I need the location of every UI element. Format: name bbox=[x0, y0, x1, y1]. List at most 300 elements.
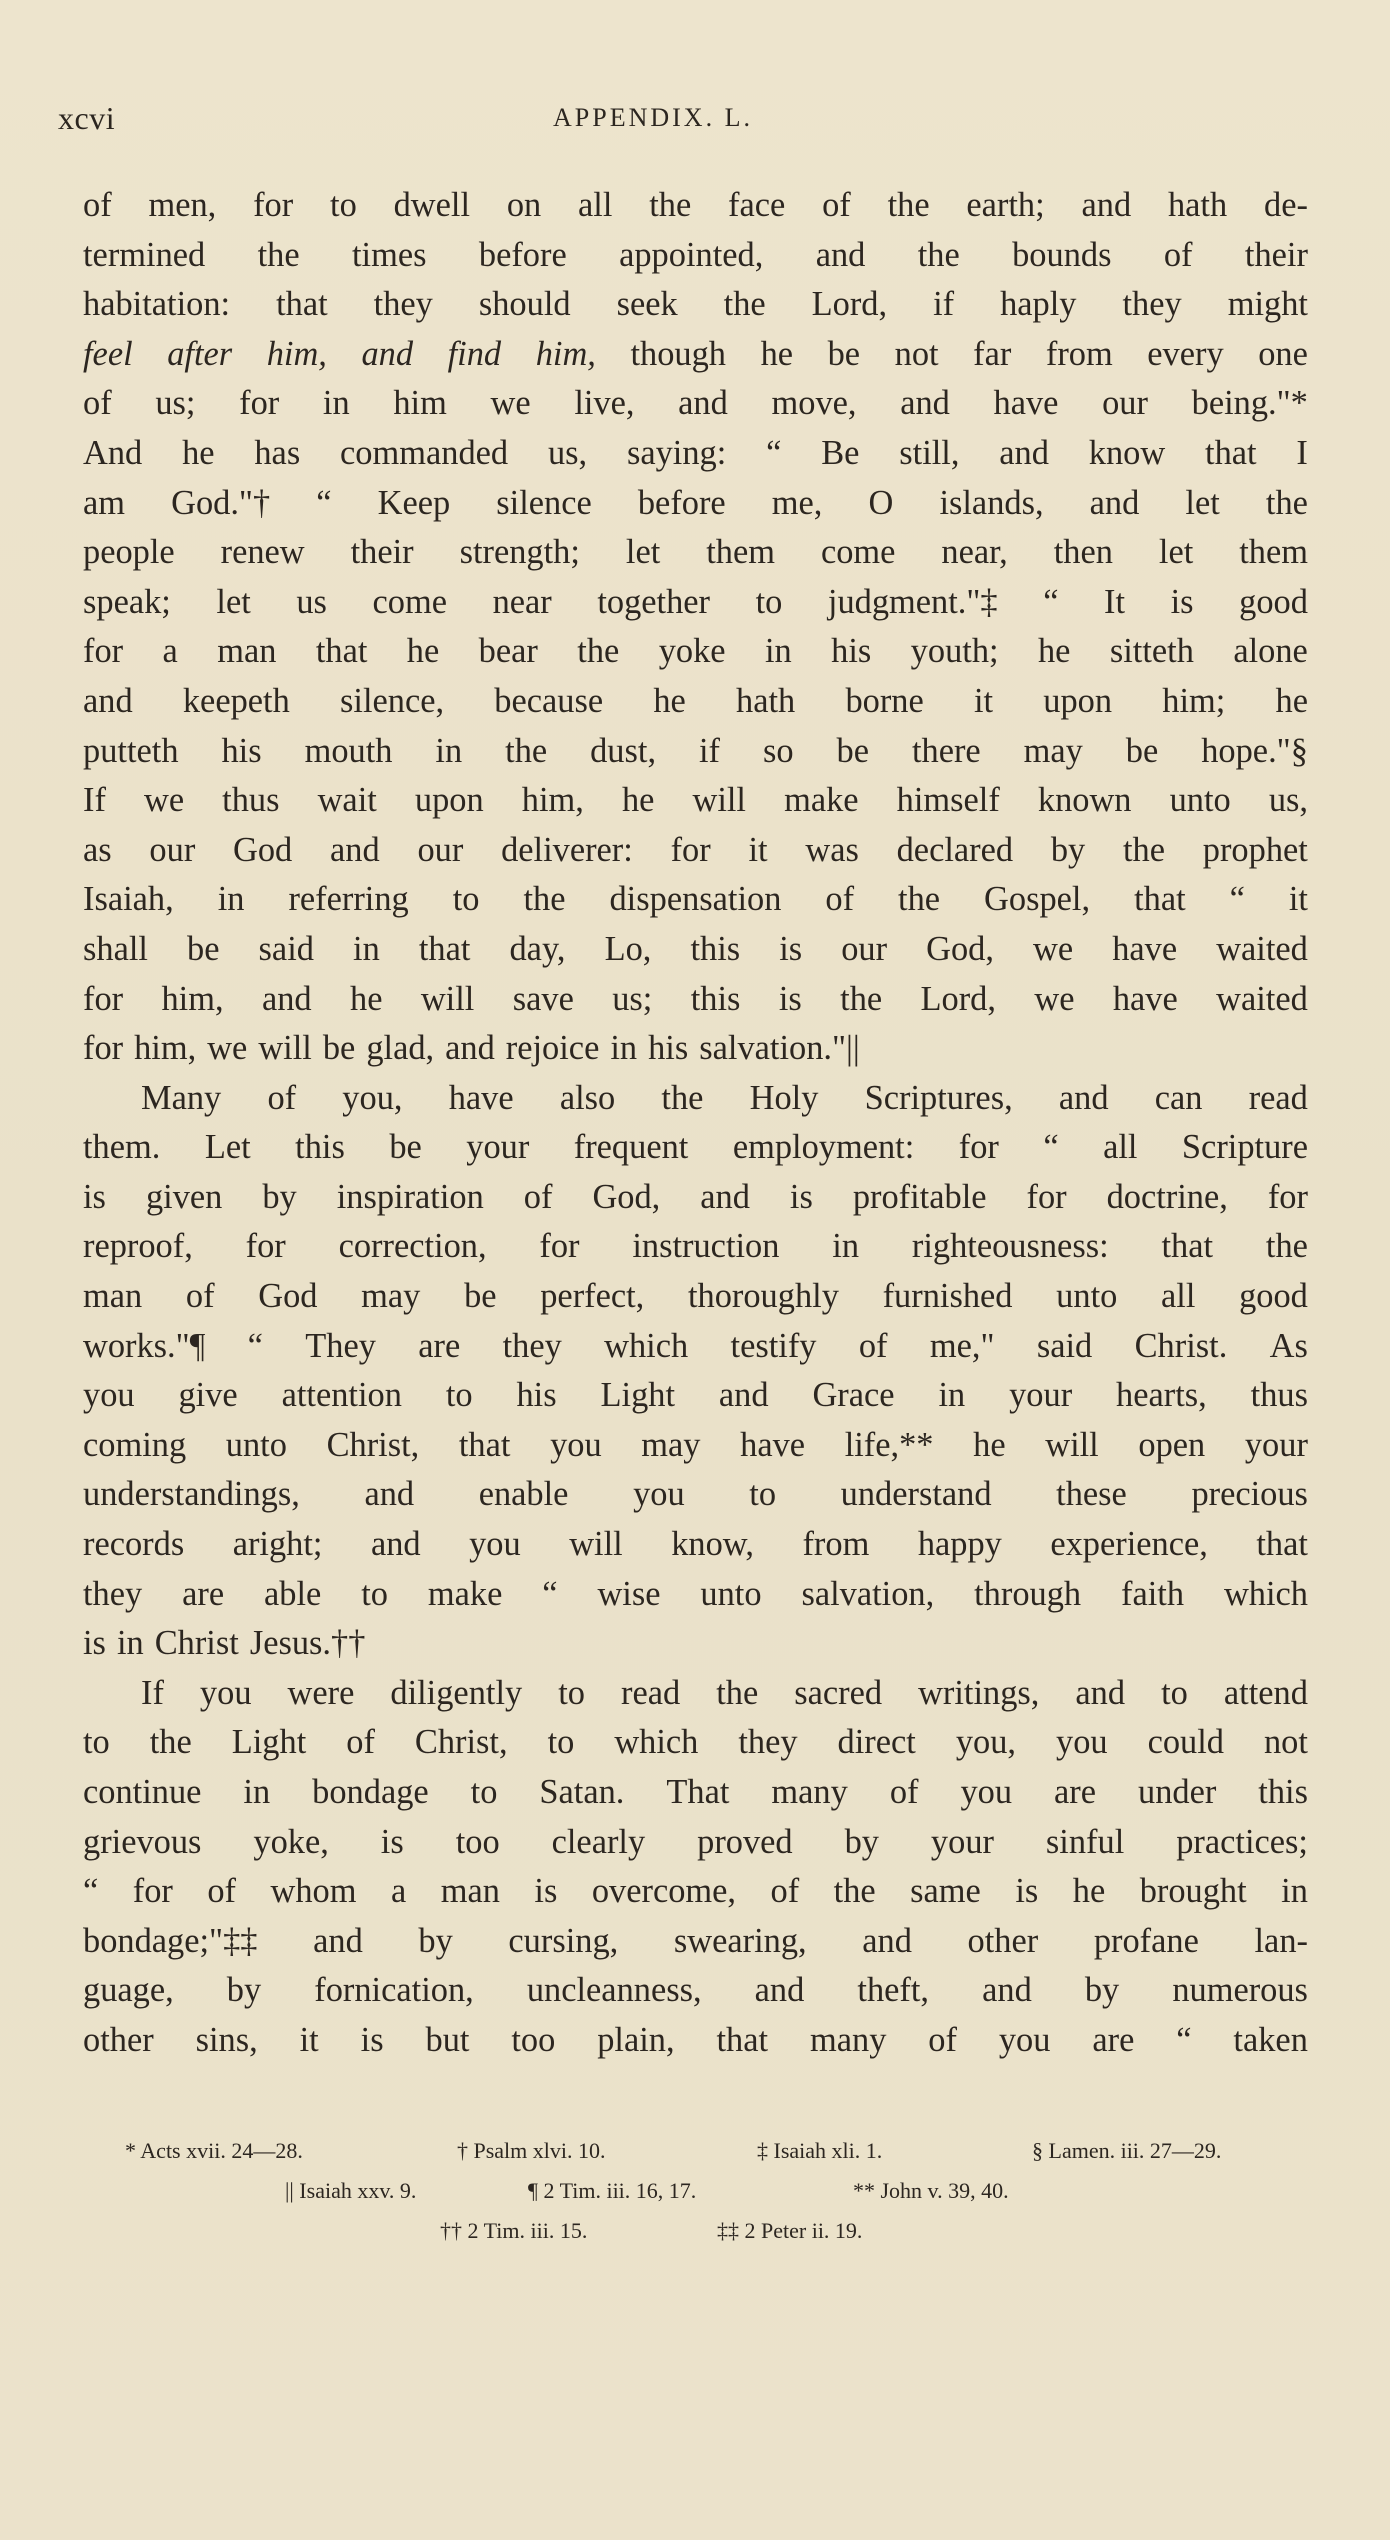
footnote-john: ** John v. 39, 40. bbox=[853, 2178, 1009, 2203]
word: As bbox=[1269, 1326, 1308, 1365]
footnote-row bbox=[0, 2138, 1390, 2178]
word: Christ bbox=[154, 1624, 239, 1663]
word: and bbox=[83, 681, 133, 720]
word: the bbox=[523, 880, 566, 919]
word: this bbox=[295, 1128, 345, 1167]
body-text bbox=[83, 181, 1308, 2066]
word: a bbox=[390, 1872, 407, 1911]
word: is bbox=[789, 1177, 813, 1216]
word: lan- bbox=[1254, 1921, 1308, 1960]
word: and bbox=[999, 433, 1049, 472]
footnote-psalm: † Psalm xlvi. 10. bbox=[457, 2138, 606, 2163]
word: If bbox=[83, 781, 106, 820]
footnote-isaiah-xli: ‡ Isaiah xli. 1. bbox=[757, 2138, 883, 2163]
word: many bbox=[771, 1773, 848, 1811]
text-line bbox=[83, 1917, 1308, 1967]
word: and bbox=[1058, 1078, 1109, 1117]
word: that bbox=[458, 1425, 511, 1464]
text-line bbox=[83, 231, 1308, 281]
word: of bbox=[825, 880, 855, 919]
word: clearly bbox=[551, 1822, 646, 1861]
word: waited bbox=[1216, 979, 1308, 1018]
word: by bbox=[226, 1971, 262, 2010]
word: declared bbox=[896, 830, 1014, 869]
word: have bbox=[1112, 979, 1178, 1018]
word: it bbox=[973, 681, 994, 720]
footnote-2-tim-iii-15: †† 2 Tim. iii. 15. bbox=[440, 2218, 588, 2243]
word: not bbox=[894, 334, 939, 373]
word: you bbox=[83, 1376, 135, 1415]
word: in bbox=[435, 731, 463, 770]
word: salvation, bbox=[801, 1574, 935, 1613]
word: understand bbox=[840, 1475, 992, 1514]
word: happy bbox=[917, 1525, 1002, 1564]
word: seek bbox=[616, 285, 678, 324]
word: for bbox=[670, 830, 711, 869]
word: read bbox=[1248, 1078, 1308, 1117]
word: make bbox=[784, 781, 859, 820]
word: employment: bbox=[732, 1128, 915, 1167]
word: and bbox=[754, 1971, 805, 2010]
word: be bbox=[827, 334, 861, 373]
word: That bbox=[666, 1773, 730, 1811]
word: to bbox=[558, 1673, 585, 1712]
word: youth; bbox=[910, 632, 999, 671]
word: is bbox=[778, 979, 802, 1018]
text-line bbox=[83, 1669, 1308, 1719]
word: taken bbox=[1233, 2020, 1308, 2059]
word: him, bbox=[521, 781, 584, 820]
word: deliverer: bbox=[501, 830, 633, 869]
word: and bbox=[700, 1177, 750, 1216]
word: us, bbox=[1268, 781, 1308, 820]
word: in bbox=[116, 1624, 144, 1663]
word: so bbox=[762, 731, 794, 770]
word: this bbox=[690, 929, 741, 968]
word: too bbox=[511, 2020, 556, 2059]
word: continue bbox=[83, 1773, 202, 1811]
word: yoke bbox=[658, 632, 726, 671]
word: habitation: bbox=[83, 285, 231, 324]
word: us bbox=[296, 582, 327, 621]
word: they bbox=[502, 1326, 562, 1365]
word: our bbox=[417, 830, 464, 869]
word: sins, bbox=[195, 2020, 258, 2059]
word: and bbox=[678, 384, 728, 423]
word: Light bbox=[600, 1376, 676, 1415]
text-line bbox=[83, 1371, 1308, 1421]
word: able bbox=[264, 1574, 322, 1613]
word: face bbox=[728, 186, 786, 224]
word: unto bbox=[1056, 1277, 1118, 1316]
word: the bbox=[1265, 1227, 1308, 1266]
word: of bbox=[83, 384, 112, 423]
word: there bbox=[911, 731, 981, 770]
word: mouth bbox=[304, 731, 393, 770]
word: “ bbox=[542, 1574, 558, 1613]
word: we bbox=[490, 384, 531, 423]
word: him bbox=[393, 384, 447, 423]
word: your bbox=[466, 1128, 530, 1167]
word: their bbox=[1244, 235, 1308, 274]
word: have bbox=[448, 1078, 514, 1117]
word: the bbox=[833, 1872, 876, 1911]
word: being."* bbox=[1191, 384, 1308, 423]
word: and bbox=[718, 1376, 769, 1415]
word: many bbox=[809, 2020, 887, 2059]
word: bondage;"‡‡ bbox=[83, 1921, 258, 1960]
word: God, bbox=[926, 929, 994, 968]
word: bondage bbox=[312, 1773, 429, 1811]
word: every bbox=[1147, 334, 1224, 373]
word: read bbox=[621, 1673, 681, 1712]
footnote-2-tim-iii-16: ¶ 2 Tim. iii. 16, 17. bbox=[528, 2178, 697, 2203]
word: the bbox=[723, 285, 766, 324]
word: open bbox=[1138, 1425, 1206, 1464]
text-line bbox=[83, 1818, 1308, 1868]
word: for bbox=[239, 384, 280, 423]
word: may bbox=[1023, 731, 1083, 770]
text-line bbox=[83, 1222, 1308, 1272]
word: by bbox=[1084, 1971, 1120, 2010]
word: the bbox=[1123, 830, 1166, 869]
word: make bbox=[427, 1574, 503, 1613]
text-line bbox=[83, 1520, 1308, 1570]
word: is bbox=[779, 929, 803, 968]
text-line bbox=[83, 1272, 1308, 1322]
word: to bbox=[445, 1376, 473, 1415]
word: earth; bbox=[966, 186, 1045, 224]
word: that bbox=[716, 2020, 769, 2059]
word: for bbox=[83, 632, 124, 671]
word: people bbox=[83, 533, 175, 572]
word: in bbox=[322, 384, 350, 423]
italic-word: and bbox=[361, 334, 414, 373]
word: for bbox=[83, 979, 124, 1018]
word: on bbox=[506, 186, 542, 224]
word: same bbox=[910, 1872, 981, 1911]
word: and bbox=[330, 830, 380, 869]
text-line bbox=[83, 1867, 1308, 1917]
word: by bbox=[844, 1822, 879, 1861]
word: will bbox=[569, 1525, 623, 1564]
word: has bbox=[254, 433, 301, 472]
word: known bbox=[1037, 781, 1132, 820]
word: upon bbox=[1043, 681, 1113, 720]
word: your bbox=[930, 1822, 994, 1861]
word: precious bbox=[1191, 1475, 1308, 1514]
word: if bbox=[699, 731, 721, 770]
word: may bbox=[641, 1425, 701, 1464]
word: and bbox=[1075, 1673, 1126, 1712]
word: the bbox=[840, 979, 883, 1018]
word: dispensation bbox=[609, 880, 782, 919]
word: is bbox=[534, 1872, 558, 1911]
word: our bbox=[149, 830, 196, 869]
word: men, bbox=[148, 186, 217, 224]
word: Christ, bbox=[414, 1723, 508, 1762]
text-line bbox=[83, 1768, 1308, 1818]
word: our bbox=[841, 929, 888, 968]
word: one bbox=[1258, 334, 1308, 373]
text-line bbox=[83, 330, 1308, 380]
word: them. bbox=[83, 1128, 161, 1167]
word: putteth bbox=[83, 731, 179, 770]
word: is bbox=[360, 2020, 384, 2059]
word: of bbox=[346, 1723, 375, 1762]
word: other bbox=[967, 1921, 1039, 1960]
word: O bbox=[868, 483, 894, 522]
word: alone bbox=[1233, 632, 1308, 671]
word: should bbox=[478, 285, 571, 324]
italic-word: after bbox=[167, 334, 233, 373]
word: in bbox=[1281, 1872, 1308, 1911]
word: that bbox=[418, 929, 471, 968]
word: me, bbox=[771, 483, 823, 522]
word: that bbox=[1134, 880, 1186, 919]
word: they bbox=[83, 1574, 143, 1613]
word: referring bbox=[288, 880, 409, 919]
word: you bbox=[550, 1425, 602, 1464]
word: if bbox=[933, 285, 955, 324]
word: may bbox=[361, 1277, 421, 1316]
word: perfect, bbox=[540, 1277, 645, 1316]
word: from bbox=[802, 1525, 870, 1564]
word: near, bbox=[941, 533, 1008, 572]
word: and bbox=[982, 1971, 1032, 2010]
text-line bbox=[83, 181, 1308, 231]
word: righteousness: bbox=[911, 1227, 1109, 1266]
word: together bbox=[597, 582, 710, 621]
word: us; bbox=[155, 384, 196, 423]
word: he bbox=[621, 781, 655, 820]
word: because bbox=[494, 681, 604, 720]
word: save bbox=[512, 979, 574, 1018]
word: it bbox=[748, 830, 768, 869]
word: the bbox=[649, 186, 692, 224]
word: come bbox=[820, 533, 896, 572]
word: It bbox=[1104, 582, 1126, 621]
word: silence, bbox=[340, 681, 445, 720]
word: have bbox=[1112, 929, 1178, 968]
italic-word: feel bbox=[83, 334, 133, 373]
word: live, bbox=[574, 384, 635, 423]
word: and bbox=[313, 1921, 363, 1960]
word: will bbox=[258, 1029, 312, 1068]
footnotes bbox=[0, 2138, 1390, 2258]
word: the bbox=[917, 235, 960, 274]
word: be bbox=[1125, 731, 1159, 770]
word: he bbox=[760, 334, 794, 373]
text-line bbox=[83, 677, 1308, 727]
word: far bbox=[973, 334, 1012, 373]
word: God bbox=[233, 830, 293, 869]
word: “ bbox=[766, 433, 782, 472]
word: keepeth bbox=[182, 681, 290, 720]
word: “ bbox=[83, 1872, 99, 1911]
word: still, bbox=[899, 433, 960, 472]
word: enable bbox=[478, 1475, 569, 1514]
word: let bbox=[1185, 483, 1220, 522]
word: give bbox=[178, 1376, 238, 1415]
word: Christ. bbox=[1134, 1326, 1228, 1365]
word: and bbox=[1089, 483, 1140, 522]
word: inspiration bbox=[336, 1177, 484, 1216]
word: correction, bbox=[338, 1227, 487, 1266]
word: he bbox=[1275, 681, 1308, 720]
word: his bbox=[221, 731, 262, 770]
text-line bbox=[83, 1173, 1308, 1223]
word: know, bbox=[671, 1525, 754, 1564]
word: Lord, bbox=[811, 285, 888, 324]
word: us, bbox=[547, 433, 588, 472]
word: the bbox=[898, 880, 941, 919]
text-line bbox=[83, 776, 1308, 826]
word: “ bbox=[316, 483, 332, 522]
footnote-row bbox=[0, 2178, 1390, 2218]
word: testify bbox=[730, 1326, 817, 1365]
word: is bbox=[1015, 1872, 1039, 1911]
word: hath bbox=[1167, 186, 1228, 224]
word: be bbox=[389, 1128, 422, 1167]
word: have bbox=[993, 384, 1059, 423]
word: that bbox=[1205, 433, 1257, 472]
word: are bbox=[182, 1574, 225, 1613]
word: rejoice bbox=[505, 1029, 600, 1068]
word: of bbox=[185, 1277, 215, 1316]
word: God."† bbox=[171, 483, 271, 522]
word: haply bbox=[1000, 285, 1077, 324]
word: of bbox=[267, 1078, 297, 1117]
word: are bbox=[1092, 2020, 1135, 2059]
word: of bbox=[889, 1773, 919, 1811]
word: he bbox=[406, 632, 440, 671]
word: the bbox=[887, 186, 930, 224]
word: a bbox=[162, 632, 178, 671]
word: aright; bbox=[232, 1525, 323, 1564]
word: which bbox=[1223, 1574, 1308, 1613]
word: could bbox=[1147, 1723, 1224, 1762]
word: Be bbox=[821, 433, 860, 472]
word: him; bbox=[1162, 681, 1226, 720]
footnote-isaiah-xxv: || Isaiah xxv. 9. bbox=[285, 2178, 417, 2203]
word: too bbox=[455, 1822, 500, 1861]
word: you bbox=[469, 1525, 521, 1564]
word: uncleanness, bbox=[526, 1971, 702, 2010]
word: renew bbox=[220, 533, 305, 572]
word: they bbox=[1122, 285, 1182, 324]
word: glad, bbox=[366, 1029, 435, 1068]
word: them bbox=[1239, 533, 1308, 572]
word: And bbox=[83, 433, 143, 472]
word: to bbox=[361, 1574, 388, 1613]
word: for bbox=[1267, 1177, 1308, 1216]
word: their bbox=[350, 533, 414, 572]
word: Lo, bbox=[604, 929, 652, 968]
page-number: xcvi bbox=[58, 100, 116, 136]
word: grievous bbox=[83, 1822, 202, 1861]
word: of bbox=[83, 186, 112, 224]
text-line bbox=[83, 479, 1308, 529]
word: to bbox=[547, 1723, 575, 1762]
word: are bbox=[418, 1326, 461, 1365]
word: Christ, bbox=[326, 1425, 420, 1464]
word: shall bbox=[83, 929, 148, 968]
word: know bbox=[1088, 433, 1166, 472]
word: will bbox=[692, 781, 746, 820]
word: fornication, bbox=[314, 1971, 474, 2010]
word: thoroughly bbox=[687, 1277, 839, 1316]
word: theft, bbox=[857, 1971, 930, 2010]
word: doctrine, bbox=[1106, 1177, 1228, 1216]
word: of bbox=[523, 1177, 553, 1216]
word: he bbox=[1037, 632, 1071, 671]
text-line bbox=[83, 1123, 1308, 1173]
word: Isaiah, bbox=[83, 880, 174, 919]
word: he bbox=[653, 681, 686, 720]
footnote-acts: * Acts xvii. 24—28. bbox=[125, 2138, 303, 2163]
word: and bbox=[900, 384, 950, 423]
word: and bbox=[445, 1029, 495, 1068]
word: furnished bbox=[882, 1277, 1013, 1316]
footnote-2-peter: ‡‡ 2 Peter ii. 19. bbox=[717, 2218, 863, 2243]
text-line bbox=[83, 1074, 1308, 1124]
word: Gospel, bbox=[984, 880, 1091, 919]
text-line bbox=[83, 429, 1308, 479]
word: his bbox=[648, 1029, 689, 1068]
word: to bbox=[749, 1475, 777, 1514]
word: islands, bbox=[939, 483, 1044, 522]
word: Let bbox=[204, 1128, 251, 1167]
word: will bbox=[420, 979, 475, 1018]
word: let bbox=[216, 582, 251, 621]
word: be bbox=[322, 1029, 356, 1068]
word: overcome, bbox=[591, 1872, 737, 1911]
word: dust, bbox=[590, 731, 657, 770]
word: instruction bbox=[632, 1227, 780, 1266]
word: Many bbox=[141, 1078, 222, 1117]
word: God, bbox=[592, 1177, 661, 1216]
word: be bbox=[464, 1277, 497, 1316]
word: “ bbox=[247, 1326, 263, 1365]
word: though bbox=[630, 334, 726, 373]
word: this bbox=[690, 979, 741, 1018]
word: me," bbox=[929, 1326, 995, 1365]
word: whom bbox=[270, 1872, 357, 1911]
word: silence bbox=[496, 483, 592, 522]
word: for bbox=[958, 1128, 999, 1167]
word: sinful bbox=[1045, 1822, 1125, 1861]
word: before bbox=[637, 483, 726, 522]
word: for bbox=[83, 1029, 124, 1068]
word: are bbox=[1054, 1773, 1097, 1811]
word: the bbox=[577, 632, 620, 671]
word: which bbox=[604, 1326, 689, 1365]
word: by bbox=[418, 1921, 453, 1960]
word: man bbox=[217, 632, 277, 671]
word: all bbox=[1103, 1128, 1138, 1167]
word: brought bbox=[1139, 1872, 1247, 1911]
word: it bbox=[299, 2020, 319, 2059]
word: might bbox=[1227, 285, 1308, 324]
word: for bbox=[132, 1872, 173, 1911]
word: I bbox=[1296, 433, 1308, 472]
word: the bbox=[1265, 483, 1308, 522]
word: Satan. bbox=[539, 1773, 625, 1811]
word: your bbox=[1009, 1376, 1073, 1415]
word: we bbox=[207, 1029, 248, 1068]
word: let bbox=[1158, 533, 1194, 572]
